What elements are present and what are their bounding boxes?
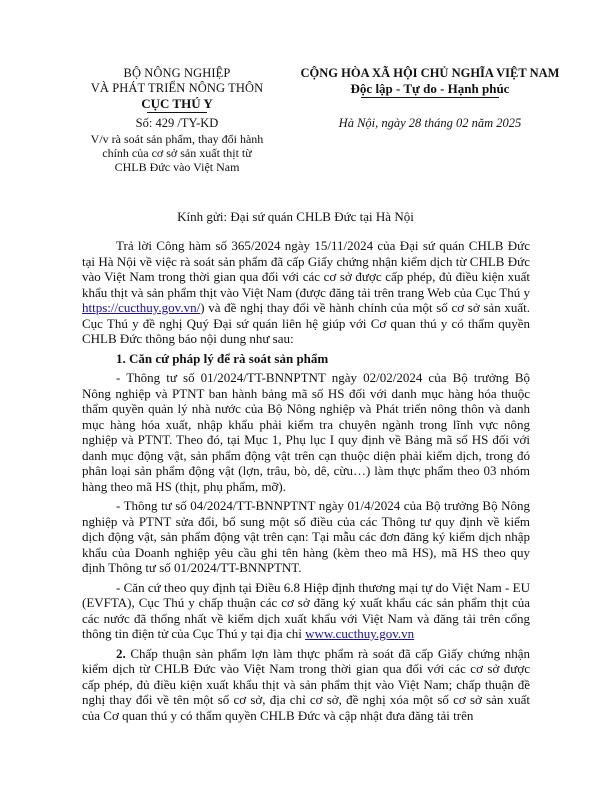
subject-line2: chính của cơ sở sản xuất thịt từ (102, 146, 252, 160)
issuer-underline (147, 112, 207, 113)
national-header (280, 66, 580, 131)
section-2-text: Chấp thuận sản phẩm lợn làm thực phẩm rà soát đã cấp Giấy chứng nhận kiểm dịch từ CHLB Đức vào Việt Nam trong thời gian qua đối với các cơ sở được cấp phép, đủ điều kiện xuất khẩu thịt và sản phẩm thịt vào Việt Nam; chấp thuận đề nghị thay đổi về tên một số cơ sở, địa chỉ cơ sở, đề nghị xóa một số cơ sở sản xuất của Cơ quan thú y có thẩm quyền CHLB Đức và cập nhật đưa đăng tải trên (82, 645, 530, 723)
paragraph-evfta (82, 580, 530, 642)
nation-name: CỘNG HÒA XÃ HỘI CHỦ NGHĨA VIỆT NAM (300, 66, 560, 80)
intro-paragraph (82, 238, 530, 347)
subject-line1: V/v rà soát sản phẩm, thay đổi hành (90, 132, 264, 146)
paragraph-circular-04: - Thông tư số 04/2024/TT-BNNPTNT ngày 01/4/2024 của Bộ trưởng Bộ Nông nghiệp và PTNT sửa đổi, bổ sung một số điều của các Thông tư quy định về kiểm dịch động vật, sản phẩm động vật trên cạn: Tại mẫu các đơn đăng ký kiểm dịch nhập khẩu của Doanh nghiệp yêu cầu ghi tên hàng (kèm theo mã HS), mã HS theo quy định Thông tư số 01/2024/TT-BNNPTNT. (82, 498, 530, 575)
intro-text-a: Trả lời Công hàm số 365/2024 ngày 15/11/2024 của Đại sứ quán CHLB Đức tại Hà Nội về việc rà soát sản phẩm đã cấp Giấy chứng nhận kiểm dịch từ CHLB Đức vào Việt Nam trong thời gian qua đối với các cơ sở được cấp phép, đủ điều kiện xuất khẩu thịt và sản phẩm thịt vào Việt Nam (được đăng tải trên trang Web của Cục Thú y (82, 238, 530, 300)
letter-body (82, 238, 530, 727)
evfta-text: - Căn cứ theo quy định tại Điều 6.8 Hiệp định thương mại tự do Việt Nam - EU (EVFTA), Cục Thú y chấp thuận các cơ sở đăng ký xuất khẩu các sản phẩm thịt của các nước đã thống nhất về kiểm dịch xuất khẩu với Việt Nam và đăng tải trên cổng thông tin điện tử của Cục Thú y tại địa chỉ (82, 579, 530, 641)
section-heading-1: 1. Căn cứ pháp lý để rà soát sản phẩm (116, 350, 329, 366)
ministry-name-line2: VÀ PHÁT TRIỂN NÔNG THÔN (90, 81, 264, 95)
section-number-2: 2. (116, 645, 126, 661)
cucthuy-website-link[interactable]: www.cucthuy.gov.vn (305, 626, 415, 641)
paragraph-circular-01: - Thông tư số 01/2024/TT-BNNPTNT ngày 02/02/2024 của Bộ trưởng Bộ Nông nghiệp và PTNT ban hành bảng mã số HS đối với danh mục hàng hóa thuộc thẩm quyền quản lý nhà nước của Bộ Nông nghiệp và Phát triển nông thôn và danh mục hàng hóa xuất, nhập khẩu phải kiểm tra chuyên ngành trong lĩnh vực nông nghiệp và PTNT. Theo đó, tại Mục 1, Phụ lục I quy định về Bảng mã số HS đối với danh mục động vật, sản phẩm động vật trên cạn thuộc diện phải kiểm dịch, trong đó phân loại sản phẩm động vật (lợn, trâu, bò, dê, cừu…) làm thực phẩm theo 03 nhóm hàng theo mã HS (thịt, phụ phẩm, mỡ). (82, 370, 530, 494)
addressee: Kính gửi: Đại sứ quán CHLB Đức tại Hà Nội (177, 209, 414, 224)
paragraph-section-2 (82, 646, 530, 724)
place-date: Hà Nội, ngày 28 tháng 02 năm 2025 (338, 116, 522, 130)
intro-text-b: ) và đề nghị thay đổi về hành chính của một số cơ sở sản xuất. Cục Thú y đề nghị Quý Đại sứ quán liên hệ giúp với Cơ quan thú y có thẩm quyền CHLB Đức thông báo nội dung như sau: (82, 300, 530, 346)
subject-line3: CHLB Đức vào Việt Nam (114, 160, 240, 174)
ministry-name-line1: BỘ NÔNG NGHIỆP (123, 66, 231, 80)
motto-underline (361, 97, 499, 98)
national-motto: Độc lập - Tự do - Hạnh phúc (350, 81, 510, 96)
document-number: Số: 429 /TY-KD (135, 116, 219, 130)
cucthuy-link[interactable]: https://cucthuy.gov.vn/ (82, 300, 201, 315)
issuer-block (62, 66, 292, 174)
department-name: CỤC THÚ Y (141, 96, 213, 111)
